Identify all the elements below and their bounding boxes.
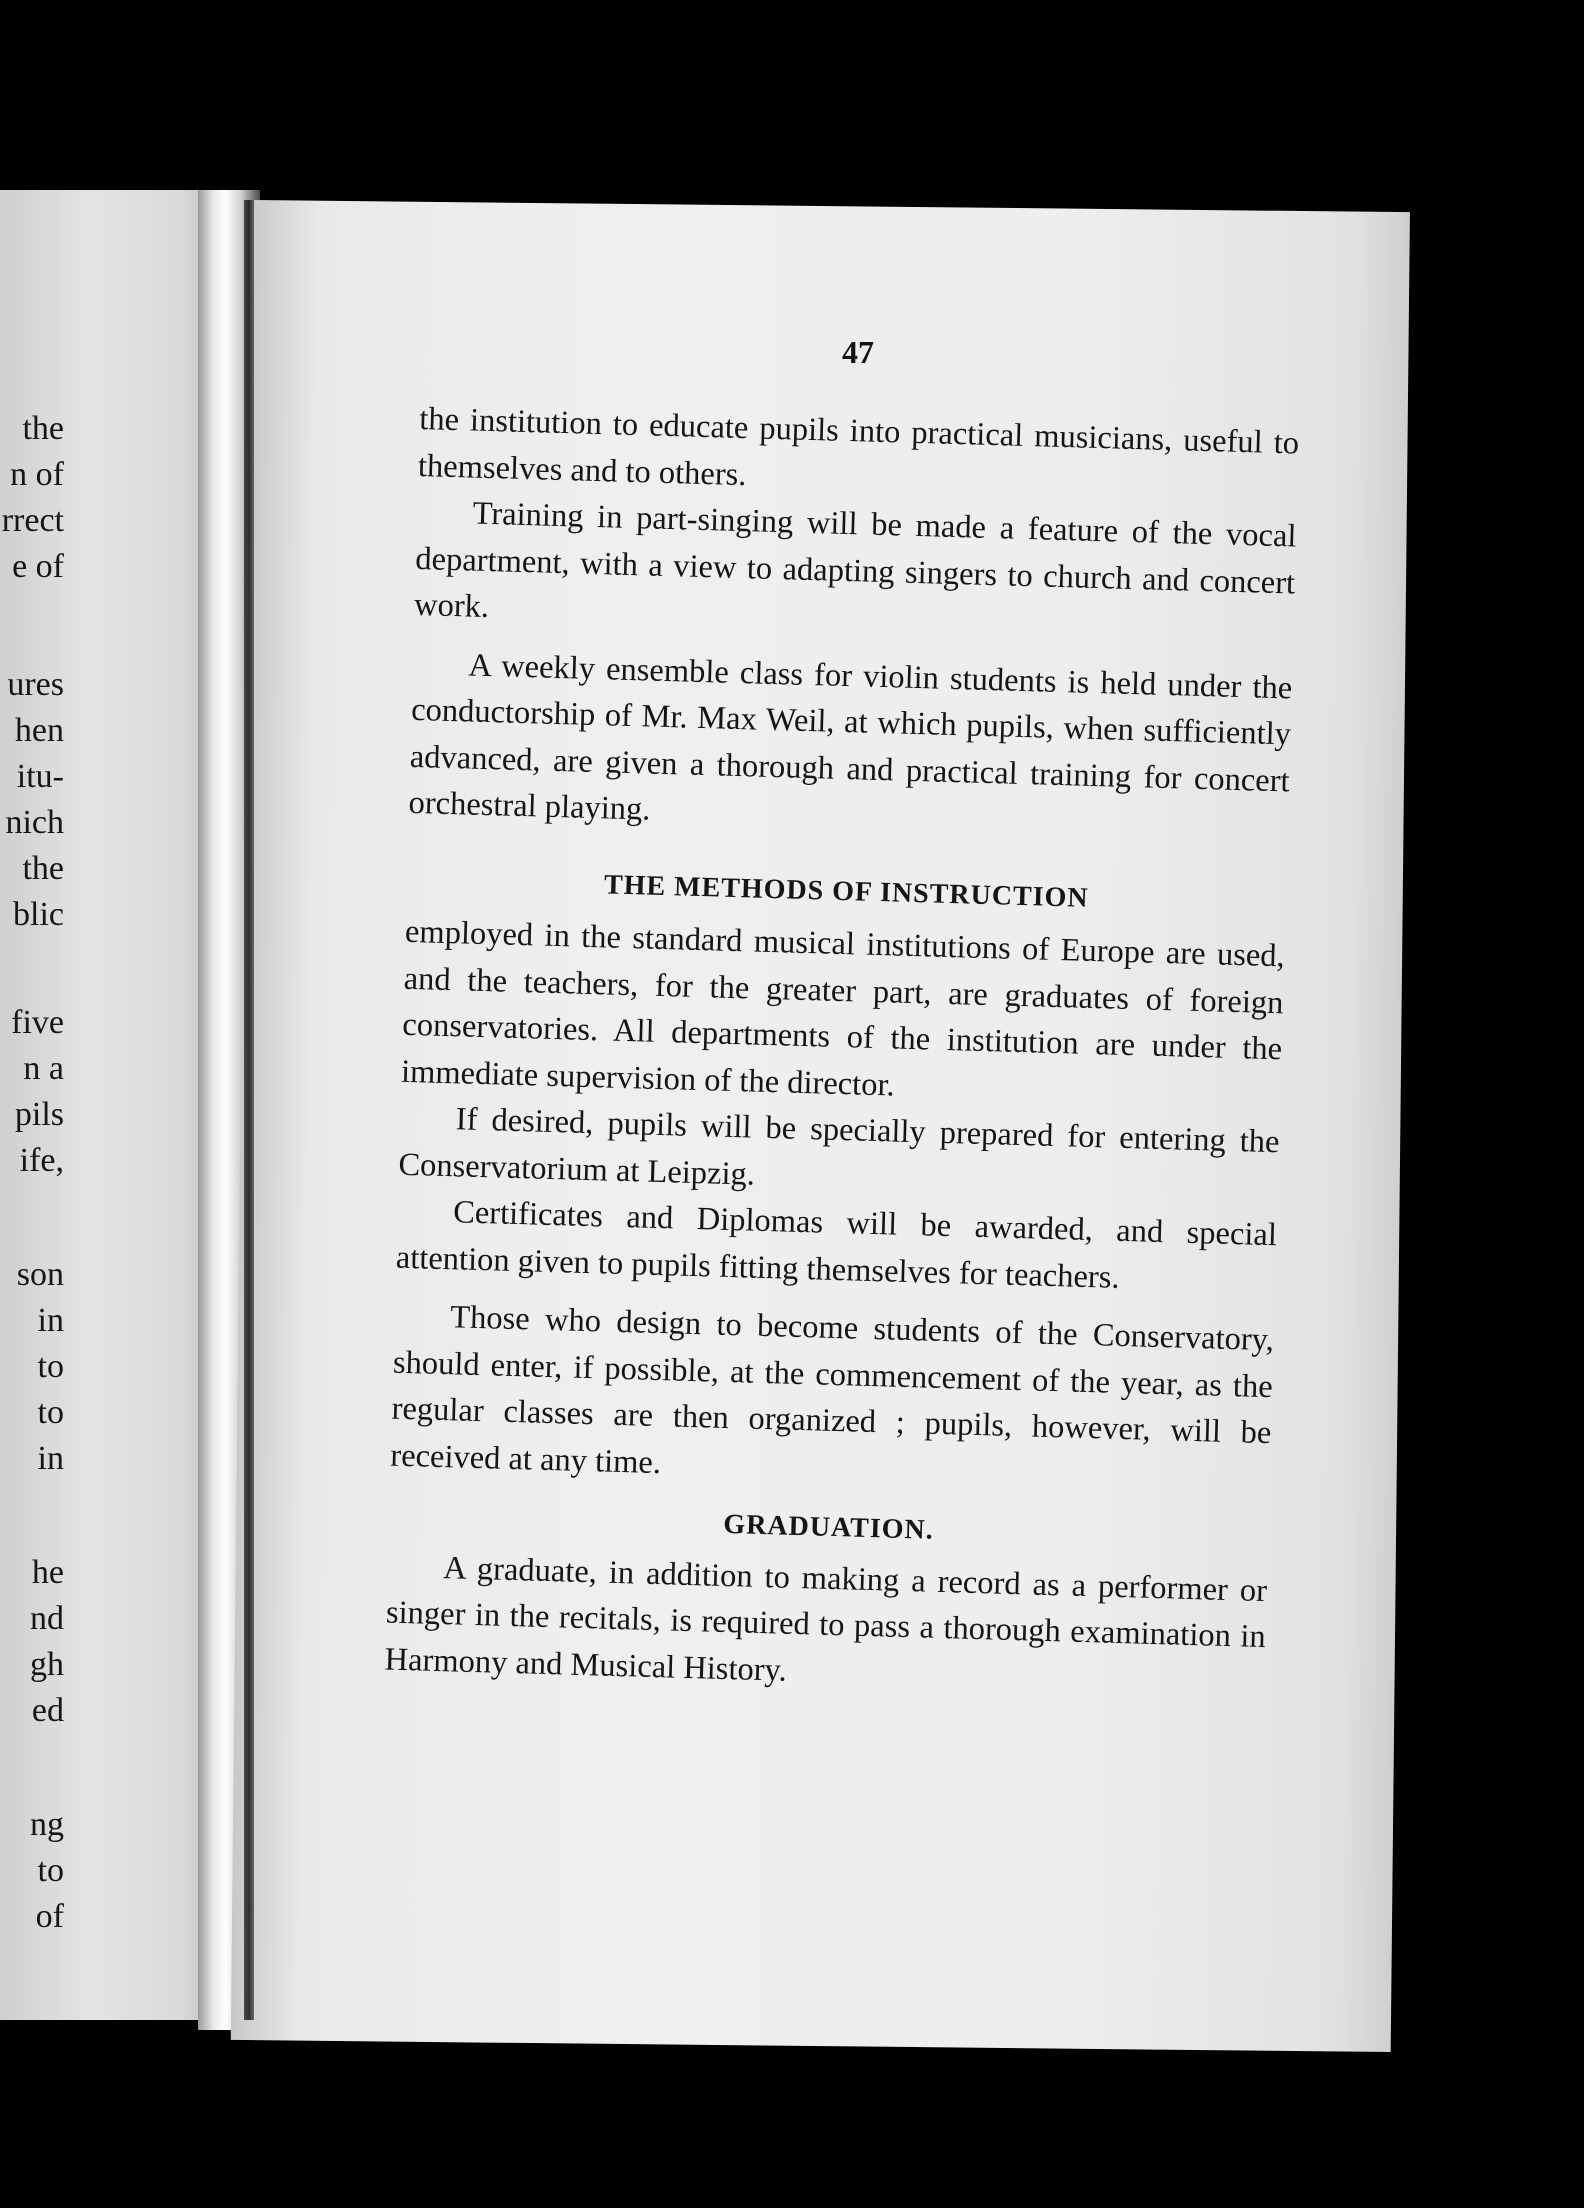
left-fragment: the: [22, 410, 64, 447]
left-fragment: he: [31, 1554, 64, 1591]
spine-shadow: [244, 200, 254, 2020]
left-fragment: to: [37, 1394, 64, 1431]
left-fragment: e of: [12, 548, 64, 585]
left-fragment: hen: [14, 712, 64, 749]
left-fragment: rrect: [1, 502, 64, 539]
left-fragment: to: [37, 1852, 64, 1889]
left-fragment: ed: [31, 1692, 64, 1729]
left-fragment: ife,: [19, 1142, 64, 1179]
paragraph: Training in part-singing will be made a feature of the vocal department, with a view to adapting singers to church and concert work.: [413, 495, 1297, 626]
paragraph: If desired, pupils will be specially prepared for entering the Conservatorium at Leipzig.: [398, 1101, 1281, 1193]
paragraph: A graduate, in addition to making a record as a performer or singer in the recitals, is required to pass a thorough examination in Harmony and Musical History.: [384, 1549, 1268, 1689]
left-fragment: n a: [23, 1050, 64, 1087]
left-fragment: son: [16, 1256, 64, 1293]
page-body: [384, 396, 1300, 1707]
left-fragment: itu-: [16, 758, 64, 795]
left-fragment: ures: [7, 666, 64, 703]
left-fragment: the: [22, 850, 64, 887]
paragraph: Those who design to become students of the Conservatory, should enter, if possible, at the commencement of the year, as the regular classes are then organized ; pupils, however, will be received at any time.: [389, 1299, 1275, 1481]
left-fragment: nich: [5, 804, 64, 841]
left-fragment: n of: [10, 456, 64, 493]
paragraph: the institution to educate pupils into practical musicians, useful to themselves and to others.: [417, 400, 1300, 493]
left-fragment: five: [11, 1004, 64, 1041]
paragraph: A weekly ensemble class for violin students is held under the conductorship of Mr. Max Weil, at which pupils, when sufficiently advanced, are given a thorough and practical training for concert orchestral playing.: [408, 646, 1293, 828]
left-fragment: nd: [30, 1600, 64, 1637]
left-fragment: in: [37, 1302, 64, 1339]
left-fragment: to: [37, 1348, 64, 1385]
left-fragment: of: [35, 1898, 64, 1935]
left-fragment: pils: [14, 1096, 64, 1133]
paragraph: employed in the standard musical institutions of Europe are used, and the teachers, for the greater part, are graduates of foreign conservatories. All departments of the institution are under the immediate supervision of the director.: [400, 913, 1286, 1104]
left-fragment: gh: [30, 1646, 64, 1683]
left-fragment: in: [37, 1440, 64, 1477]
section-heading: GRADUATION.: [722, 1508, 935, 1546]
page-number: 47: [842, 334, 874, 370]
left-fragment: blic: [13, 896, 64, 933]
section-heading: THE METHODS OF INSTRUCTION: [603, 868, 1090, 914]
paragraph: Certificates and Diplomas will be awarded, and special attention given to pupils fitting themselves for teachers.: [395, 1194, 1278, 1296]
left-fragment: ng: [30, 1806, 64, 1843]
